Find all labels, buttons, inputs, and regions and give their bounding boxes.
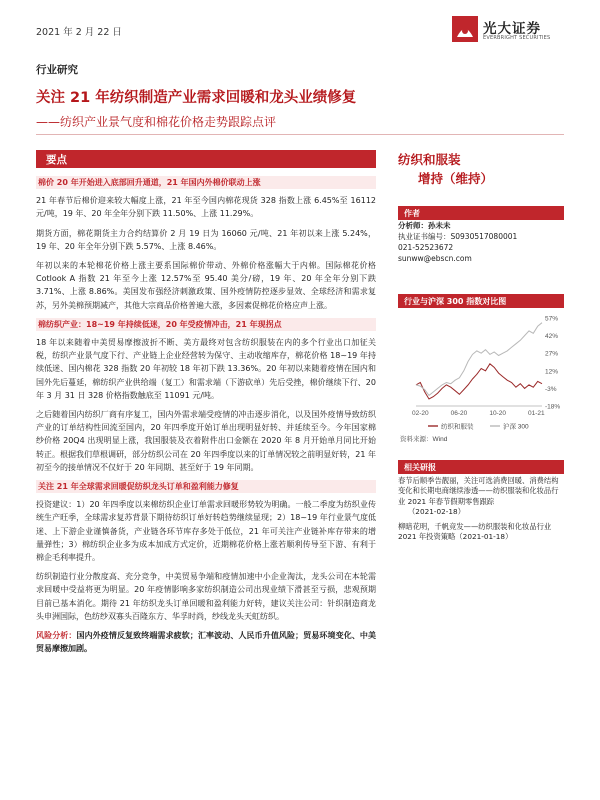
y-tick-label: -3% bbox=[545, 385, 557, 393]
summary-header-label: 要点 bbox=[46, 154, 67, 166]
x-tick-label: 02-20 bbox=[412, 410, 429, 417]
summary-heading-1: 棉价 20 年开始进入底部回升通道，21 年国内外棉价联动上涨 bbox=[36, 176, 376, 189]
x-tick-label: 06-20 bbox=[450, 410, 468, 417]
chart-header-bar bbox=[398, 294, 564, 308]
risk-label: 风险分析： bbox=[36, 631, 77, 641]
industry-name: 纺织和服装 bbox=[398, 152, 461, 167]
summary-paragraph-7: 纺织制造行业分散度高、充分竞争，中美贸易争端和疫情加速中小企业淘汰，龙头公司在本轮需求回暖中受益将更为明显。20 年疫情影响多家纺织制造公司出现业绩下滑甚至亏损，悲观预期目前已基本消化。期待 21 年纺织龙头订单回暖和盈利能力好转，建议关注公司：针织制造商龙头申洲国际，色纺纱双寡头百隆东方、华孚时尚，纱线龙头天虹纺织。 bbox=[36, 572, 376, 621]
related-report-1[interactable] bbox=[398, 476, 564, 518]
related-report-1-date: （2021-02-18） bbox=[408, 507, 465, 517]
chart-header-label: 行业与沪深 300 指数对比图 bbox=[404, 296, 507, 306]
report-subtitle: ——纺织产业景气度和棉花价格走势跟踪点评 bbox=[36, 115, 277, 129]
author-header-label: 作者 bbox=[404, 208, 420, 218]
y-tick-label: 12% bbox=[545, 368, 559, 376]
summary-paragraph-6: 投资建议：1）20 年四季度以来棉纺织企业订单需求回暖形势较为明确。一般二季度为纺织业传统生产旺季，全球需求复苏背景下期待纺织订单好转趋势继续显现；2）18~19 年行业景气度低迷、上下游企业谨慎备货，产业链各环节库存多处于低位，21 年可关注产业链补库存带来的增量弹性；3）棉纺织企业多为成本加成方式定价，近期棉花价格上涨若顺利传导至下游、有利于棉企毛利率提升。 bbox=[36, 500, 376, 563]
analyst-name: 分析师：孙未未 bbox=[398, 221, 451, 230]
analyst-phone: 021-52523672 bbox=[398, 243, 454, 252]
summary-paragraph-1: 21 年春节后棉价迎来较大幅度上涨，21 年至今国内棉花现货 328 指数上涨 6.45%至 16112 元/吨，19 年、20 年全年分别下跌 11.50%、上涨 11.29%。 bbox=[36, 196, 376, 219]
x-tick-label: 01-21 bbox=[528, 410, 545, 417]
y-tick-label: 57% bbox=[545, 315, 559, 323]
series-line-1 bbox=[416, 364, 542, 399]
company-logo bbox=[452, 16, 572, 46]
y-tick-label: 42% bbox=[545, 333, 559, 341]
summary-paragraph-5: 之后随着国内纺织厂商有序复工，国内外需求端受疫情的冲击逐步消化，以及国外疫情导致纺织产业的订单结构性回流至国内，20 年四季度开始订单出现明显好转、并延续至今。今年国家棉纱价格 20Q4 出现明显上涨，我国服装及衣着附件出口金额在 2020 年 8 月开始单月同比开始转正。根据我们草根调研，部分纺织公司在 20 年四季度以来的订单情况较之前明显好转，21 年初至今的接单情况不仅好于 20 年同期、甚至好于 19 年同期。 bbox=[36, 410, 376, 472]
risk-text: 国内外疫情反复致终端需求疲软；汇率波动、人民币升值风险；贸易环境变化、中美贸易摩擦加剧。 bbox=[36, 631, 377, 654]
related-header-bar bbox=[398, 460, 564, 474]
comparison-chart bbox=[398, 312, 564, 454]
summary-paragraph-3: 年初以来的本轮棉花价格上涨主要系国际棉价带动、外棉价格涨幅大于内棉。国际棉花价格 Cotlook A 指数 21 年至今上涨 12.57%至 95.40 美分/磅，19 年、20 年全年分别下跌 3.71%、上涨 8.86%。美国发布强经济刺激政策、国外疫情防控逐步显效、全球经济和需求复苏，另外美棉预期减产，其他大宗商品价格普遍大涨，多因素促棉花价格应声上涨。 bbox=[36, 261, 376, 310]
logo-text: 光大证券 bbox=[483, 21, 541, 37]
y-tick-label: -18% bbox=[545, 403, 561, 411]
related-report-2[interactable]: 柳暗花明，千帆竞发——纺织服装和化妆品行业 2021 年投资策略（2021-01-18） bbox=[398, 521, 552, 542]
report-date: 2021 年 2 月 22 日 bbox=[36, 27, 122, 38]
author-info bbox=[398, 220, 564, 264]
industry-rating bbox=[398, 150, 564, 188]
author-header-bar bbox=[398, 206, 564, 220]
summary-heading-3: 关注 21 年全球需求回暖促纺织龙头订单和盈利能力修复 bbox=[36, 480, 376, 493]
legend-label-2: 沪深 300 bbox=[503, 423, 529, 431]
logo-sun-icon bbox=[452, 16, 478, 42]
summary-paragraph-4: 18 年以来随着中美贸易摩擦波折不断、美方最终对包含纺织服装在内的多个行业出口加征关税，纺织产业景气度下行、产业链上企业经营转为保守、主动收缩库存，棉花价格 18~19 年持续低迷、国内棉花 328 指数 20 年初较 18 年初下跌 13.36%。20 年初以来随着疫情在国内和国外先后蔓延，棉纺织产业供给端（复工）和需求端（下游砍单）先后受挫，棉价继续下行、20 年 3 月 31 日 328 价格指数触底至 11091 元/吨。 bbox=[36, 338, 376, 400]
related-report-1-title[interactable]: 春节后顺季告靓丽，关注可选消费回暖、消费结构变化和长期电商继续渗透——纺织服装和化妆品行业 2021 年春节假期零售跟踪 bbox=[398, 476, 559, 506]
section-label: 行业研究 bbox=[36, 64, 78, 76]
rating-value: 增持（维持） bbox=[418, 171, 494, 186]
series-line-2 bbox=[416, 323, 542, 396]
title-divider bbox=[36, 134, 564, 135]
risk-analysis bbox=[36, 629, 376, 655]
y-tick-label: 27% bbox=[545, 350, 559, 358]
related-header-label: 相关研报 bbox=[404, 462, 436, 472]
cert-number: 执业证书编号：S0930517080001 bbox=[398, 232, 518, 241]
chart-source: 资料来源：Wind bbox=[400, 436, 448, 443]
related-reports bbox=[398, 476, 564, 546]
legend-label-1: 纺织和服装 bbox=[441, 423, 474, 431]
chart-canvas bbox=[398, 312, 564, 454]
summary-header-bar bbox=[36, 150, 376, 168]
summary-heading-2: 棉纺织产业：18~19 年持续低迷，20 年受疫情冲击，21 年现拐点 bbox=[36, 318, 376, 331]
logo-subtext: EVERBRIGHT SECURITIES bbox=[483, 35, 551, 41]
summary-body bbox=[36, 176, 376, 662]
report-title: 关注 21 年纺织制造产业需求回暖和龙头业绩修复 bbox=[36, 90, 357, 106]
analyst-email[interactable]: sunww@ebscn.com bbox=[398, 254, 472, 263]
summary-paragraph-2: 期货方面，棉花期货主力合约结算价 2 月 19 日为 16060 元/吨、21 年初以来上涨 5.24%，19 年、20 年全年分别下跌 5.57%、上涨 8.46%。 bbox=[36, 228, 376, 251]
x-tick-label: 10-20 bbox=[489, 410, 506, 417]
